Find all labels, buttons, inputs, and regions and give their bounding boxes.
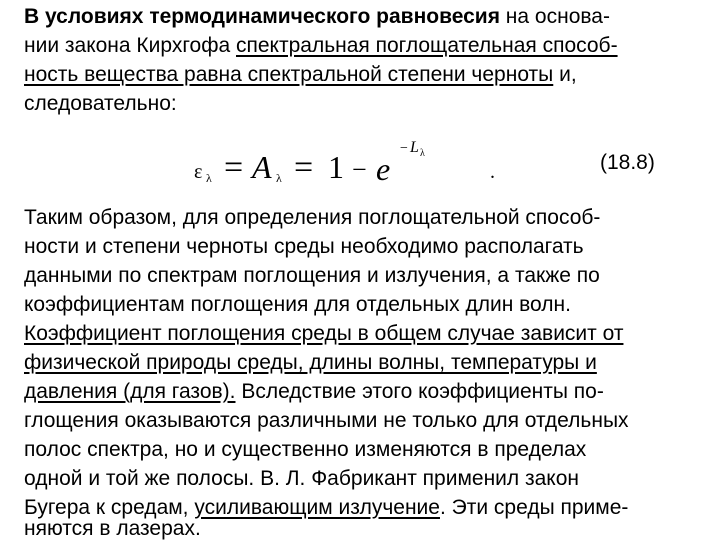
paragraph2-line12: няются в лазерах.: [24, 517, 201, 540]
paragraph2-line9: полос спектра, но и существенно изменяются в пределах: [24, 438, 587, 461]
paragraph2-line10: одной и той же полосы. В. Л. Фабрикант применил закон: [24, 467, 579, 490]
hyperlink[interactable]: спектральная поглощательная способ-: [236, 34, 618, 57]
formula-subscript-lambda: λ: [206, 171, 212, 185]
paragraph2-line7: [24, 379, 604, 405]
paragraph1-line2: [24, 33, 618, 59]
paragraph1-line4: следовательно:: [24, 92, 177, 115]
hyperlink[interactable]: ность вещества равна спектральной степени черноты: [24, 63, 554, 86]
paragraph2-line2: ности и степени черноты среды необходимо располагать: [24, 235, 584, 258]
formula-A: A: [252, 149, 272, 185]
text: Бугера к средам,: [24, 496, 195, 519]
text: . Эти среды приме-: [439, 496, 629, 519]
text: на основа-: [499, 5, 610, 28]
formula-exp-L: L: [410, 139, 419, 156]
formula-exp-lambda: λ: [420, 148, 425, 159]
text: Вследствие этого коэффициенты по-: [235, 380, 604, 403]
paragraph2-line8: глощения оказываются различными не только для отдельных: [24, 409, 629, 432]
paragraph1-line3: [24, 62, 577, 88]
equation-number: (18.8): [600, 151, 655, 174]
formula-subscript-lambda: λ: [276, 171, 282, 185]
formula-18-8: [190, 138, 510, 188]
text: и,: [553, 63, 577, 86]
paragraph2-line4: коэффициентам поглощения для отдельных длин волн.: [24, 293, 571, 316]
formula-one: 1: [328, 149, 344, 185]
hyperlink[interactable]: физической природы среды, длины волны, температуры и: [24, 351, 597, 374]
formula-minus: −: [352, 155, 367, 184]
formula-equals: =: [224, 149, 244, 186]
paragraph2-line3: данными по спектрам поглощения и излучения, а также по: [24, 264, 600, 287]
hyperlink[interactable]: Коэффициент поглощения среды в общем случае зависит от: [24, 322, 624, 345]
bold-phrase: В условиях термодинамического равновесия: [24, 5, 500, 28]
hyperlink[interactable]: усиливающим излучение: [194, 496, 440, 519]
paragraph2-line1: Таким образом, для определения поглощательной способ-: [24, 206, 601, 229]
formula-exp-minus: −: [400, 141, 408, 156]
formula-dot: .: [490, 161, 495, 183]
formula-e: e: [376, 151, 391, 187]
paragraph1-line1: [24, 4, 610, 30]
text: нии закона Кирхгофа: [24, 34, 236, 57]
hyperlink[interactable]: давления (для газов).: [24, 380, 236, 403]
formula-epsilon: ε: [194, 161, 203, 183]
formula-equals: =: [294, 149, 314, 186]
